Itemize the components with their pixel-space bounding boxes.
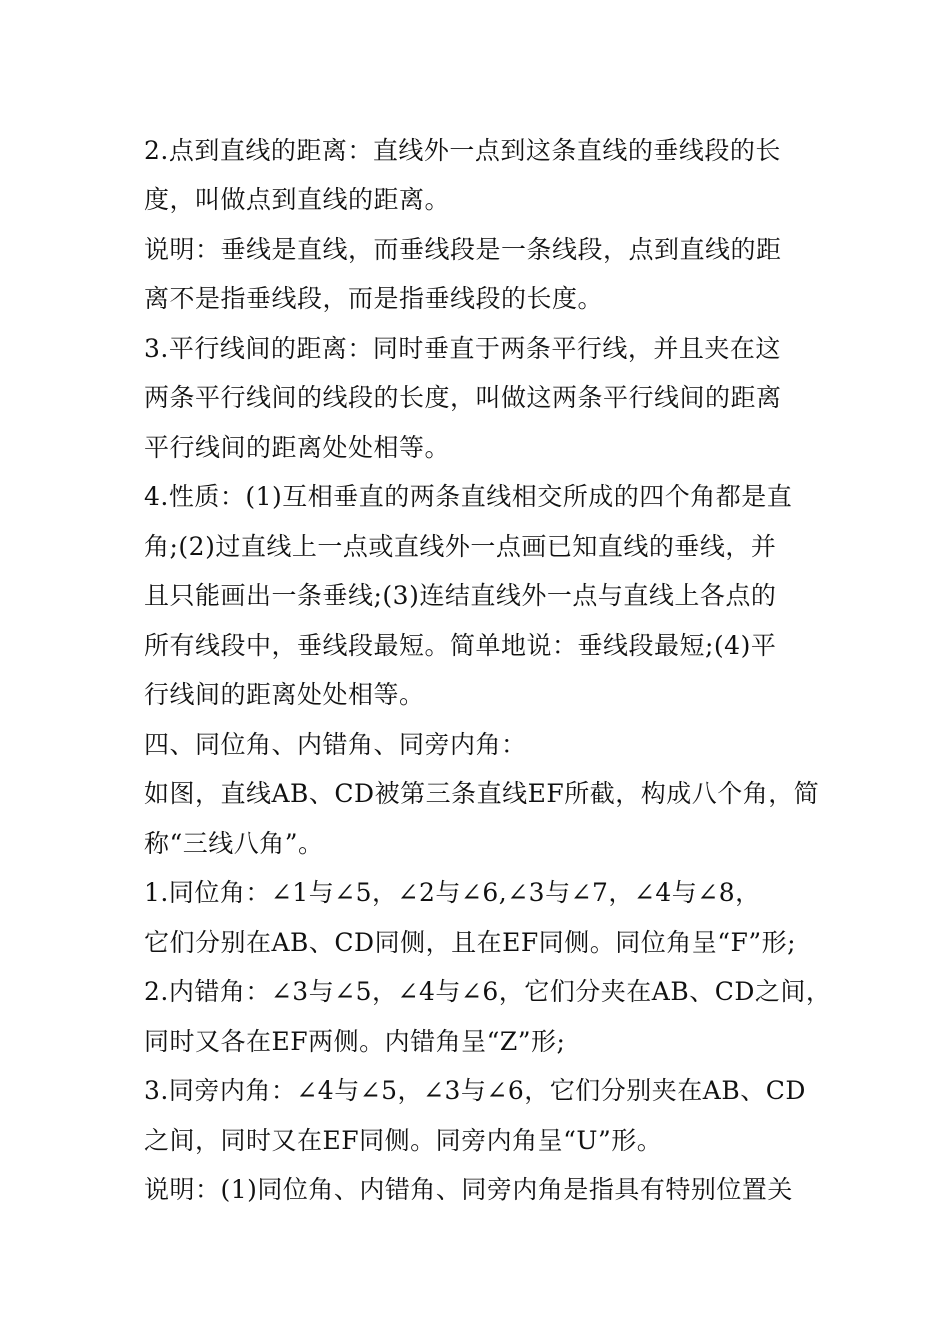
text-line: 说明：垂线是直线，而垂线段是一条线段，点到直线的距 bbox=[144, 235, 782, 264]
section-heading: 四、同位角、内错角、同旁内角： bbox=[144, 730, 527, 759]
text-line: 角;(2)过直线上一点或直线外一点画已知直线的垂线，并 bbox=[144, 532, 777, 561]
text-line: 行线间的距离处处相等。 bbox=[144, 680, 425, 709]
text-line: 1.同位角：∠1与∠5，∠2与∠6,∠3与∠7，∠4与∠8， bbox=[144, 878, 761, 907]
text-line: 如图，直线AB、CD被第三条直线EF所截，构成八个角，简 bbox=[144, 779, 820, 808]
text-line: 2.内错角：∠3与∠5，∠4与∠6，它们分夹在AB、CD之间， bbox=[144, 977, 832, 1006]
text-line: 且只能画出一条垂线;(3)连结直线外一点与直线上各点的 bbox=[144, 581, 777, 610]
text-line: 称“三线八角”。 bbox=[144, 829, 324, 858]
text-line: 两条平行线间的线段的长度，叫做这两条平行线间的距离 bbox=[144, 383, 782, 412]
text-line: 3.同旁内角：∠4与∠5，∠3与∠6，它们分别夹在AB、CD bbox=[144, 1076, 806, 1105]
text-line: 所有线段中，垂线段最短。简单地说：垂线段最短;(4)平 bbox=[144, 631, 777, 660]
text-line: 之间，同时又在EF同侧。同旁内角呈“U”形。 bbox=[144, 1126, 663, 1155]
text-line: 4.性质：(1)互相垂直的两条直线相交所成的四个角都是直 bbox=[144, 482, 793, 511]
text-line: 说明：(1)同位角、内错角、同旁内角是指具有特别位置关 bbox=[144, 1175, 793, 1204]
text-line: 3.平行线间的距离：同时垂直于两条平行线，并且夹在这 bbox=[144, 334, 781, 363]
text-line: 它们分别在AB、CD同侧，且在EF同侧。同位角呈“F”形; bbox=[144, 928, 797, 957]
text-line: 同时又各在EF两侧。内错角呈“Z”形; bbox=[144, 1027, 566, 1056]
text-line: 度，叫做点到直线的距离。 bbox=[144, 185, 451, 214]
text-line: 2.点到直线的距离：直线外一点到这条直线的垂线段的长 bbox=[144, 136, 781, 165]
text-line: 平行线间的距离处处相等。 bbox=[144, 433, 451, 462]
text-line: 离不是指垂线段，而是指垂线段的长度。 bbox=[144, 284, 604, 313]
